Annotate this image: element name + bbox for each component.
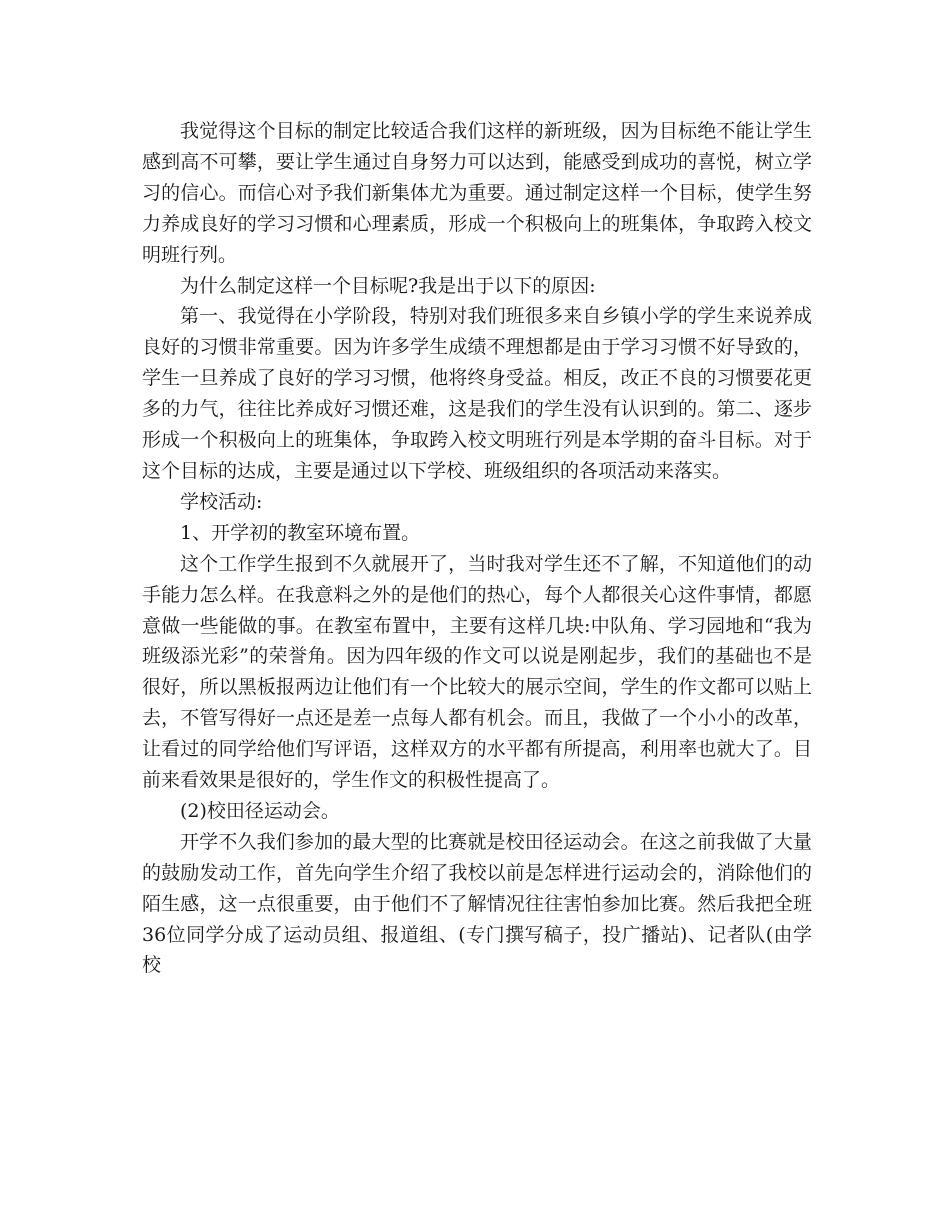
heading-track-meet: (2)校田径运动会。 — [180, 799, 340, 822]
paragraph-classroom-setup: 这个工作学生报到不久就展开了，当时我对学生还不了解，不知道他们的动手能力怎么样。在我意料之外的是他们的热心，每个人都很关心这件事情，都愿意做一些能做的事。在教室布置中，主要有这样几块:中队角、学习园地和“我为班级添光彩”的荣誉角。因为四年级的作文可以说是刚起步，我们的基础也不是很好，所以黑板报两边让他们有一个比较大的展示空间，学生的作文都可以贴上去，不管写得好一点还是差一点每人都有机会。而且，我做了一个小小的改革，让看过的同学给他们写评语，这样双方的水平都有所提高，利用率也就大了。目前来看效果是很好的，学生作文的积极性提高了。 — [142, 552, 812, 792]
document-body — [142, 116, 812, 981]
paragraph-why-question: 为什么制定这样一个目标呢?我是出于以下的原因: — [180, 274, 596, 297]
heading-school-activities: 学校活动: — [180, 490, 263, 513]
paragraph-reasons: 第一、我觉得在小学阶段，特别对我们班很多来自乡镇小学的学生来说养成良好的习惯非常重要。因为许多学生成绩不理想都是由于学习习惯不好导致的，学生一旦养成了良好的学习习惯，他将终身受益。相反，改正不良的习惯要花更多的力气，往往比养成好习惯还难，这是我们的学生没有认识到的。第二、逐步形成一个积极向上的班集体，争取跨入校文明班行列是本学期的奋斗目标。对于这个目标的达成，主要是通过以下学校、班级组织的各项活动来落实。 — [142, 305, 812, 482]
paragraph-track-meet: 开学不久我们参加的最大型的比赛就是校田径运动会。在这之前我做了大量的鼓励发动工作，首先向学生介绍了我校以前是怎样进行运动会的，消除他们的陌生感，这一点很重要，由于他们不了解情况往往害怕参加比赛。然后我把全班36位同学分成了运动员组、报道组、(专门撰写稿子，投广播站)、记者队(由学校 — [142, 830, 812, 977]
heading-classroom-setup: 1、开学初的教室环境布置。 — [180, 521, 421, 544]
paragraph-goal-rationale: 我觉得这个目标的制定比较适合我们这样的新班级，因为目标绝不能让学生感到高不可攀，要让学生通过自身努力可以达到，能感受到成功的喜悦，树立学习的信心。而信心对予我们新集体尤为重要。通过制定这样一个目标，使学生努力养成良好的学习习惯和心理素质，形成一个积极向上的班集体，争取跨入校文明班行列。 — [142, 120, 812, 266]
